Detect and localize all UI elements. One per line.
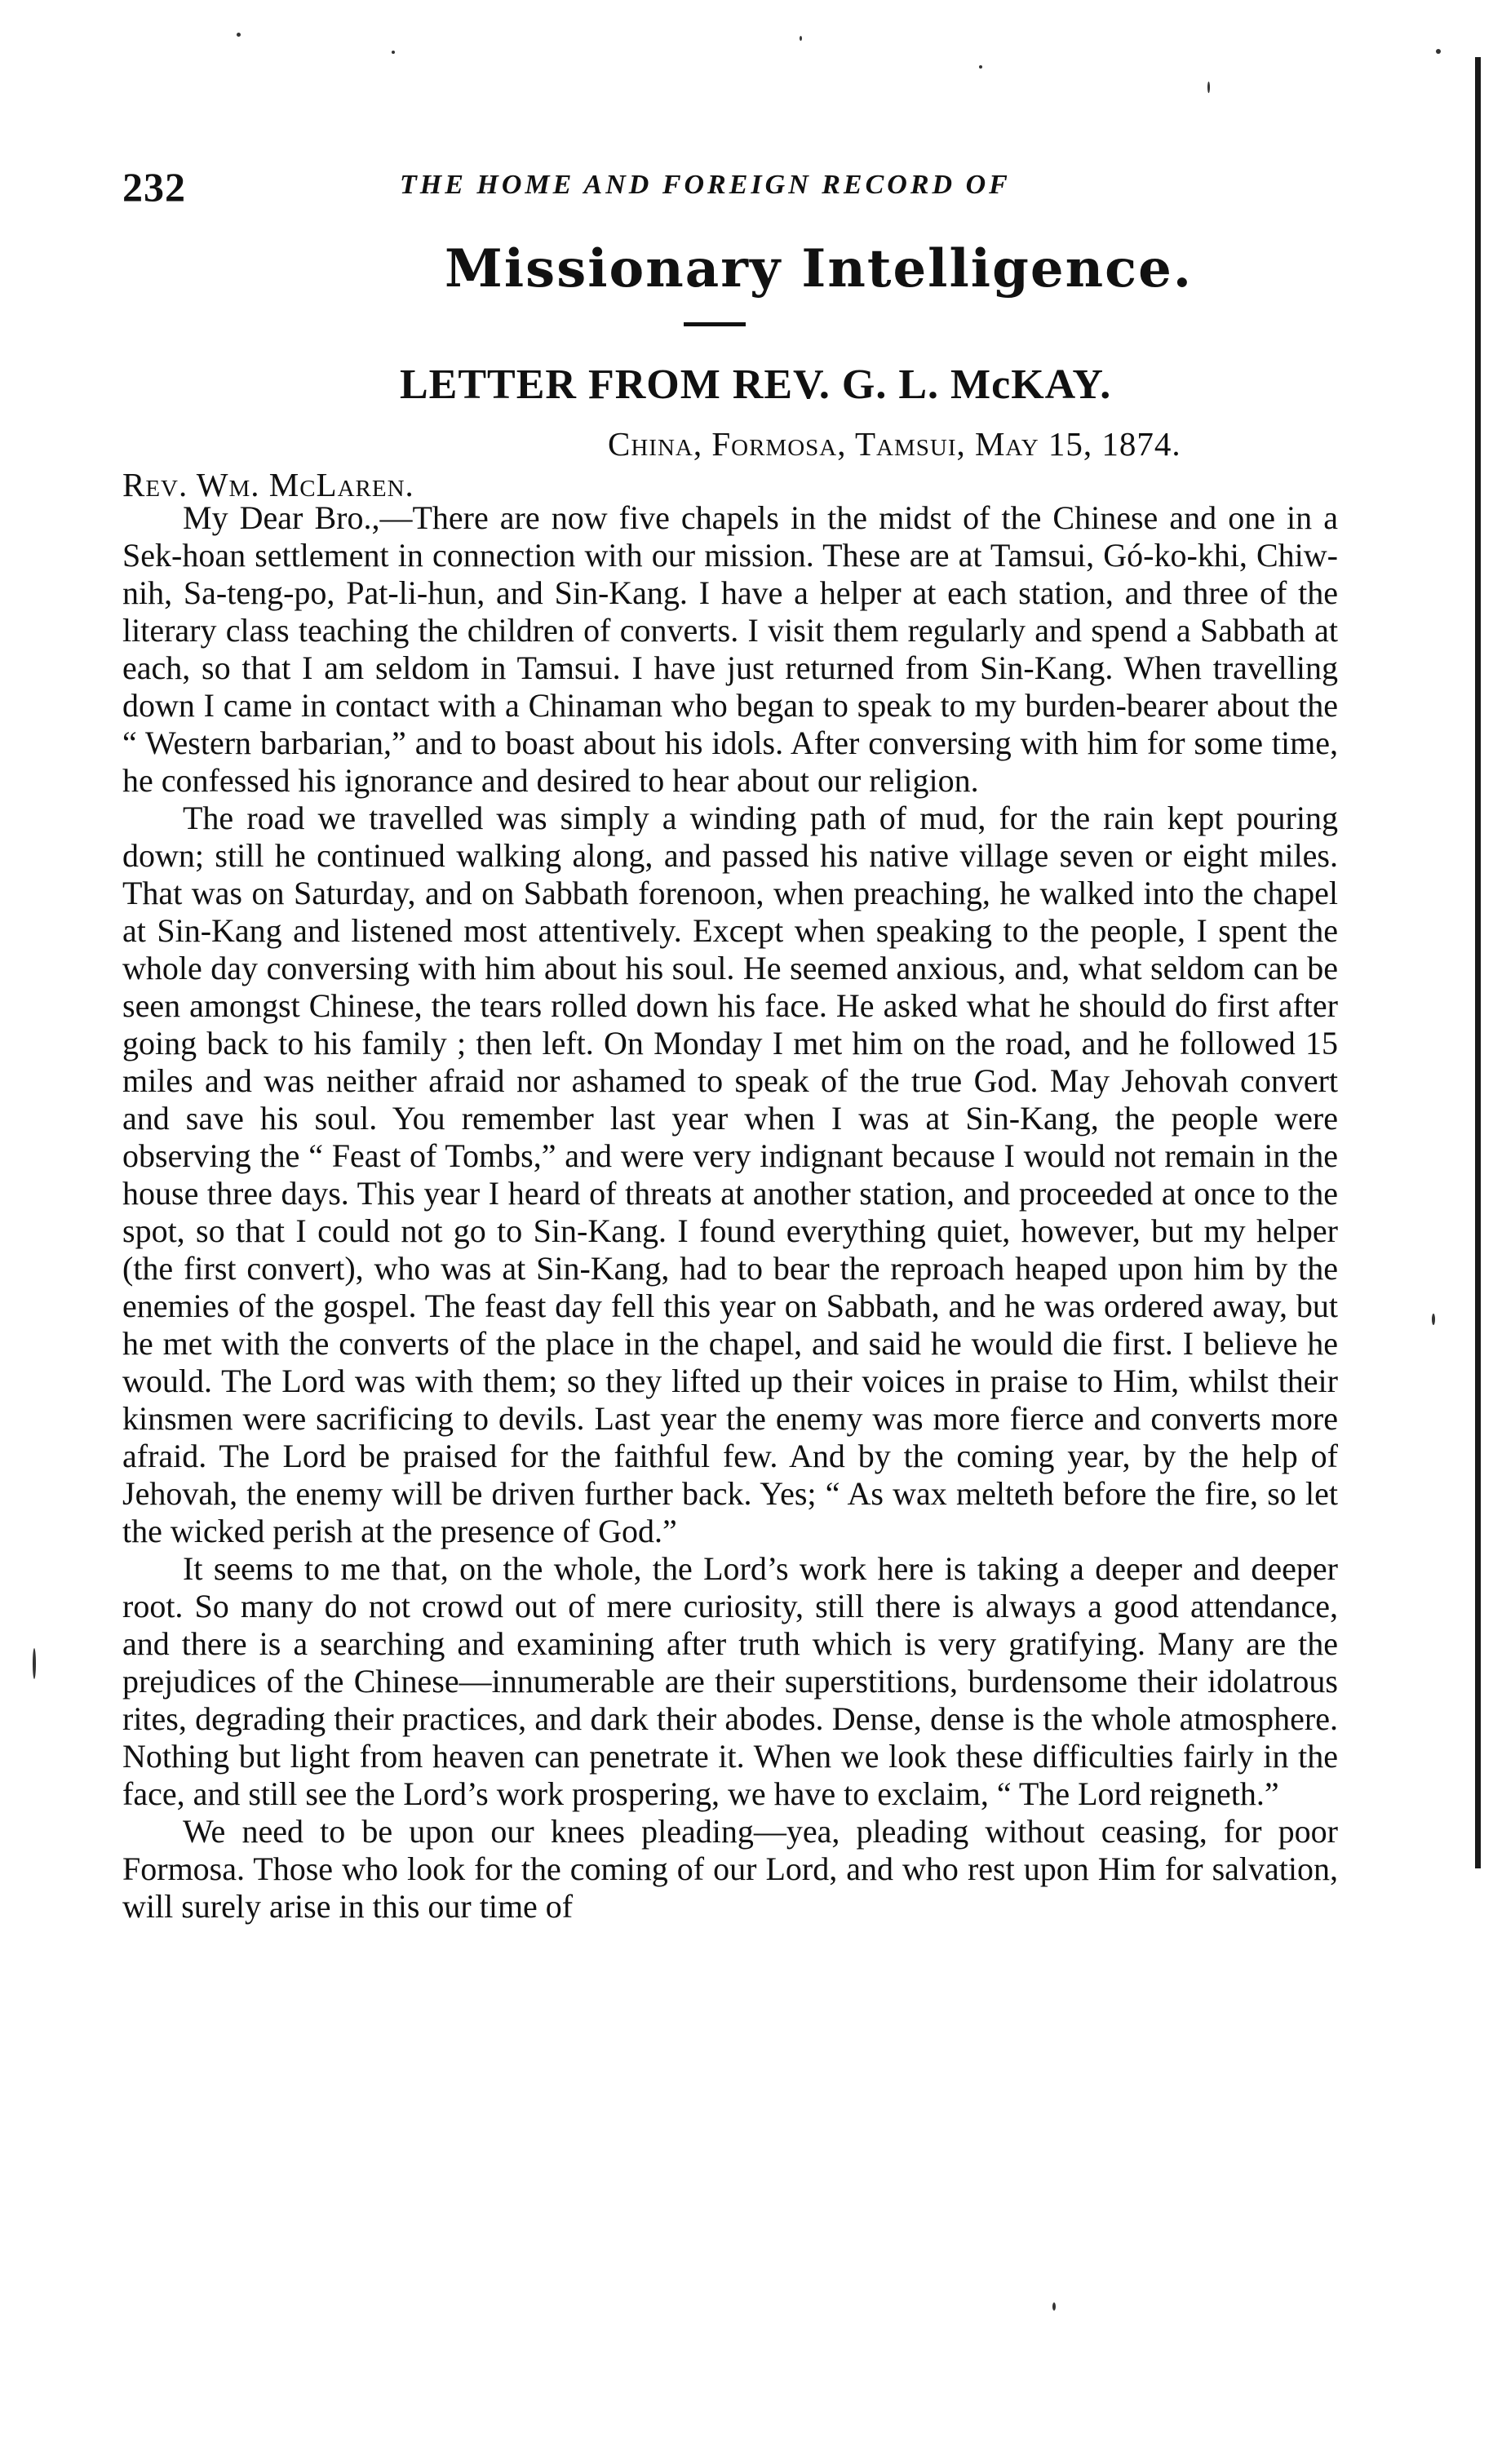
scan-speck: [979, 65, 982, 69]
letter-dateline: China, Formosa, Tamsui, May 15, 1874.: [608, 425, 1181, 463]
scan-speck: [1052, 2302, 1056, 2311]
section-title: Missionary Intelligence.: [445, 238, 1194, 299]
scan-speck: [392, 51, 395, 54]
paragraph: It seems to me that, on the whole, the Lord’s work here is taking a deeper and deeper root. So many do not crowd out of mere curiosity, still there is always a good attendance, and there is a searching and examining after truth which is very gratifying. Many are the prejudices of the Chinese—innumerable are their superstitions, burdensome their idolatrous rites, degrading their practices, and dark their abodes. Dense, dense is the whole atmosphere. Nothing but light from heaven can penetrate it. When we look these difficulties fairly in the face, and still see the Lord’s work prospering, we have to exclaim, “ The Lord reigneth.”: [122, 1550, 1338, 1812]
paragraph: We need to be upon our knees pleading—yea, pleading without ceasing, for poor Formosa. Those who look for the coming of our Lord, and who rest upon Him for salvation, will surely arise in this our time of: [122, 1813, 1338, 1925]
letter-body: [122, 499, 1338, 1926]
scan-speck: [800, 36, 802, 41]
page-edge-rule: [1475, 57, 1481, 1868]
page-number: 232: [122, 164, 186, 210]
scan-speck: [33, 1648, 36, 1679]
section-divider: [684, 322, 746, 326]
paragraph: The road we travelled was simply a winding path of mud, for the rain kept pouring down; still he continued walking along, and passed his native village seven or eight miles. That was on Saturday, and on Sabbath forenoon, when preaching, he walked into the chapel at Sin-Kang and listened most attentively. Except when speaking to the people, I spent the whole day conversing with him about his soul. He seemed anxious, and, what seldom can be seen amongst Chinese, the tears rolled down his face. He asked what he should do first after going back to his family ; then left. On Monday I met him on the road, and he followed 15 miles and was neither afraid nor ashamed to speak of the true God. May Jehovah convert and save his soul. You remember last year when I was at Sin-Kang, the people were observing the “ Feast of Tombs,” and were very indignant because I would not remain in the house three days. This year I heard of threats at another station, and proceeded at once to the spot, so that I could not go to Sin-Kang. I found everything quiet, however, but my helper (the first convert), who was at Sin-Kang, had to bear the reproach heaped upon him by the enemies of the gospel. The feast day fell this year on Sabbath, and he was ordered away, but he met with the converts of the place in the chapel, and said he would die first. I believe he would. The Lord was with them; so they lifted up their voices in praise to Him, whilst their kinsmen were sacrificing to devils. Last year the enemy was more fierce and converts more afraid. The Lord be praised for the faithful few. And by the coming year, by the help of Jehovah, the enemy will be driven further back. Yes; “ As wax melteth before the fire, so let the wicked perish at the presence of God.”: [122, 800, 1338, 1549]
scan-speck: [237, 33, 241, 37]
running-head: THE HOME AND FOREIGN RECORD OF: [400, 170, 1011, 200]
letter-title: LETTER FROM REV. G. L. McKAY.: [400, 361, 1112, 408]
scan-speck: [1207, 82, 1210, 93]
paragraph: My Dear Bro.,—There are now five chapels in the midst of the Chinese and one in a Sek-hoan settlement in connection with our mission. These are at Tamsui, Gó-ko-khi, Chiw-nih, Sa-teng-po, Pat-li-hun, and Sin-Kang. I have a helper at each station, and three of the literary class teaching the children of converts. I visit them regularly and spend a Sabbath at each, so that I am seldom in Tamsui. I have just returned from Sin-Kang. When travelling down I came in contact with a Chinaman who began to speak to my burden-bearer about the “ Western barbarian,” and to boast about his idols. After conversing with him for some time, he confessed his ignorance and desired to hear about our religion.: [122, 499, 1338, 799]
scan-speck: [1436, 49, 1441, 54]
scan-speck: [1432, 1314, 1435, 1325]
letter-salutation: Rev. Wm. McLaren.: [122, 466, 414, 503]
